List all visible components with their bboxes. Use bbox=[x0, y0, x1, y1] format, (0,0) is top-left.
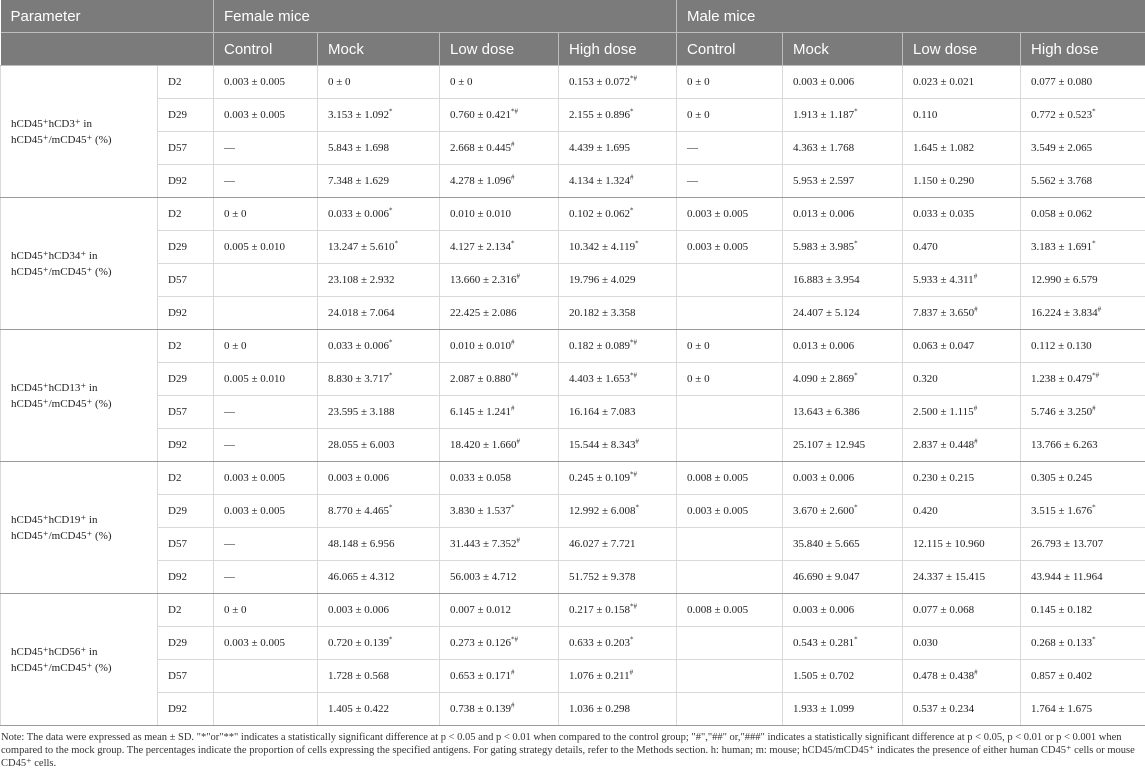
value-cell: 0.003 ± 0.005 bbox=[214, 66, 318, 99]
significance-marker: # bbox=[630, 668, 634, 676]
header-male-mice: Male mice bbox=[677, 0, 1145, 33]
value-cell: 0.077 ± 0.080 bbox=[1021, 66, 1145, 99]
header-male-high-dose: High dose bbox=[1021, 33, 1145, 66]
value-cell: 1.913 ± 1.187* bbox=[783, 99, 903, 132]
value-cell: 46.690 ± 9.047 bbox=[783, 561, 903, 594]
significance-marker: *# bbox=[630, 470, 637, 478]
header-female-mock: Mock bbox=[318, 33, 440, 66]
significance-marker: * bbox=[1092, 635, 1096, 643]
significance-marker: # bbox=[511, 140, 515, 148]
value-cell: 0.760 ± 0.421*# bbox=[440, 99, 559, 132]
day-cell: D29 bbox=[158, 363, 214, 396]
significance-marker: *# bbox=[511, 635, 518, 643]
value-cell: 10.342 ± 4.119* bbox=[559, 231, 677, 264]
significance-marker: # bbox=[1092, 404, 1096, 412]
value-cell: 0.772 ± 0.523* bbox=[1021, 99, 1145, 132]
value-cell bbox=[677, 561, 783, 594]
value-cell: 4.363 ± 1.768 bbox=[783, 132, 903, 165]
day-cell: D29 bbox=[158, 99, 214, 132]
significance-marker: * bbox=[389, 371, 393, 379]
day-cell: D57 bbox=[158, 264, 214, 297]
value-cell: 0.013 ± 0.006 bbox=[783, 330, 903, 363]
value-cell: 5.843 ± 1.698 bbox=[318, 132, 440, 165]
value-cell: 0.478 ± 0.438# bbox=[903, 660, 1021, 693]
value-cell: 20.182 ± 3.358 bbox=[559, 297, 677, 330]
value-cell: 0.537 ± 0.234 bbox=[903, 693, 1021, 726]
significance-marker: * bbox=[1092, 239, 1096, 247]
value-cell: 0.010 ± 0.010 bbox=[440, 198, 559, 231]
day-cell: D92 bbox=[158, 693, 214, 726]
table-row bbox=[1, 660, 1145, 693]
value-cell: 0.003 ± 0.006 bbox=[783, 66, 903, 99]
value-cell: 23.595 ± 3.188 bbox=[318, 396, 440, 429]
significance-marker: * bbox=[1092, 107, 1096, 115]
day-cell: D57 bbox=[158, 528, 214, 561]
value-cell: 0.720 ± 0.139* bbox=[318, 627, 440, 660]
value-cell: 24.337 ± 15.415 bbox=[903, 561, 1021, 594]
day-cell: D57 bbox=[158, 396, 214, 429]
value-cell: 28.055 ± 6.003 bbox=[318, 429, 440, 462]
value-cell: 0.738 ± 0.139# bbox=[440, 693, 559, 726]
value-cell: 0.003 ± 0.006 bbox=[318, 594, 440, 627]
value-cell: 0.023 ± 0.021 bbox=[903, 66, 1021, 99]
value-cell: 0.005 ± 0.010 bbox=[214, 363, 318, 396]
value-cell: 16.224 ± 3.834# bbox=[1021, 297, 1145, 330]
value-cell: 0.030 bbox=[903, 627, 1021, 660]
table-row bbox=[1, 693, 1145, 726]
day-cell: D29 bbox=[158, 495, 214, 528]
day-cell: D57 bbox=[158, 660, 214, 693]
significance-marker: *# bbox=[630, 338, 637, 346]
value-cell bbox=[677, 693, 783, 726]
value-cell: 0 ± 0 bbox=[677, 99, 783, 132]
value-cell: 0.653 ± 0.171# bbox=[440, 660, 559, 693]
value-cell: 0.008 ± 0.005 bbox=[677, 594, 783, 627]
value-cell: 51.752 ± 9.378 bbox=[559, 561, 677, 594]
value-cell: 0 ± 0 bbox=[440, 66, 559, 99]
value-cell: 0.003 ± 0.006 bbox=[783, 462, 903, 495]
table-row bbox=[1, 198, 1145, 231]
value-cell: 0.145 ± 0.182 bbox=[1021, 594, 1145, 627]
table-row bbox=[1, 561, 1145, 594]
value-cell: 0.063 ± 0.047 bbox=[903, 330, 1021, 363]
day-cell: D29 bbox=[158, 627, 214, 660]
significance-marker: # bbox=[511, 338, 515, 346]
value-cell bbox=[214, 264, 318, 297]
value-cell bbox=[214, 693, 318, 726]
table-row bbox=[1, 528, 1145, 561]
value-cell: 8.830 ± 3.717* bbox=[318, 363, 440, 396]
significance-marker: # bbox=[511, 404, 515, 412]
value-cell: 0.112 ± 0.130 bbox=[1021, 330, 1145, 363]
significance-marker: # bbox=[511, 701, 515, 709]
value-cell: 0 ± 0 bbox=[677, 330, 783, 363]
value-cell: — bbox=[677, 132, 783, 165]
value-cell: 0.320 bbox=[903, 363, 1021, 396]
value-cell bbox=[677, 429, 783, 462]
value-cell: 3.670 ± 2.600* bbox=[783, 495, 903, 528]
significance-marker: # bbox=[974, 437, 978, 445]
value-cell: 0.010 ± 0.010# bbox=[440, 330, 559, 363]
table-header bbox=[1, 0, 1145, 66]
day-cell: D29 bbox=[158, 231, 214, 264]
value-cell: 0 ± 0 bbox=[677, 363, 783, 396]
value-cell bbox=[677, 396, 783, 429]
parameter-label: hCD45⁺hCD13⁺ in hCD45⁺/mCD45⁺ (%) bbox=[1, 330, 158, 462]
table-row bbox=[1, 66, 1145, 99]
table-row bbox=[1, 429, 1145, 462]
value-cell: 3.515 ± 1.676* bbox=[1021, 495, 1145, 528]
value-cell: 15.544 ± 8.343# bbox=[559, 429, 677, 462]
significance-marker: * bbox=[854, 107, 858, 115]
header-blank bbox=[1, 33, 214, 66]
value-cell: 5.953 ± 2.597 bbox=[783, 165, 903, 198]
significance-marker: * bbox=[854, 371, 858, 379]
value-cell: 0.470 bbox=[903, 231, 1021, 264]
significance-marker: * bbox=[389, 503, 393, 511]
significance-marker: # bbox=[630, 173, 634, 181]
value-cell: 0.005 ± 0.010 bbox=[214, 231, 318, 264]
value-cell: 3.830 ± 1.537* bbox=[440, 495, 559, 528]
value-cell: 35.840 ± 5.665 bbox=[783, 528, 903, 561]
value-cell: 0 ± 0 bbox=[214, 330, 318, 363]
value-cell: 0.003 ± 0.006 bbox=[318, 462, 440, 495]
value-cell: 0.033 ± 0.058 bbox=[440, 462, 559, 495]
value-cell: 0.182 ± 0.089*# bbox=[559, 330, 677, 363]
day-cell: D92 bbox=[158, 429, 214, 462]
value-cell: 5.746 ± 3.250# bbox=[1021, 396, 1145, 429]
value-cell: 13.247 ± 5.610* bbox=[318, 231, 440, 264]
value-cell: 2.500 ± 1.115# bbox=[903, 396, 1021, 429]
value-cell: 0.007 ± 0.012 bbox=[440, 594, 559, 627]
table-row bbox=[1, 462, 1145, 495]
header-female-high-dose: High dose bbox=[559, 33, 677, 66]
value-cell: 0.273 ± 0.126*# bbox=[440, 627, 559, 660]
value-cell: 5.562 ± 3.768 bbox=[1021, 165, 1145, 198]
table-row bbox=[1, 330, 1145, 363]
significance-marker: * bbox=[389, 338, 393, 346]
value-cell: 0.058 ± 0.062 bbox=[1021, 198, 1145, 231]
value-cell: 0.230 ± 0.215 bbox=[903, 462, 1021, 495]
value-cell: 1.728 ± 0.568 bbox=[318, 660, 440, 693]
value-cell: 2.837 ± 0.448# bbox=[903, 429, 1021, 462]
header-female-low-dose: Low dose bbox=[440, 33, 559, 66]
value-cell: — bbox=[214, 396, 318, 429]
value-cell: — bbox=[214, 528, 318, 561]
value-cell: 6.145 ± 1.241# bbox=[440, 396, 559, 429]
value-cell: 48.148 ± 6.956 bbox=[318, 528, 440, 561]
value-cell: 0.033 ± 0.006* bbox=[318, 330, 440, 363]
value-cell: 46.027 ± 7.721 bbox=[559, 528, 677, 561]
value-cell: 1.505 ± 0.702 bbox=[783, 660, 903, 693]
day-cell: D2 bbox=[158, 594, 214, 627]
parameter-label: hCD45⁺hCD34⁺ in hCD45⁺/mCD45⁺ (%) bbox=[1, 198, 158, 330]
significance-marker: *# bbox=[1092, 371, 1099, 379]
significance-marker: # bbox=[974, 668, 978, 676]
value-cell: 1.036 ± 0.298 bbox=[559, 693, 677, 726]
significance-marker: # bbox=[974, 305, 978, 313]
value-cell bbox=[677, 264, 783, 297]
significance-marker: # bbox=[974, 272, 978, 280]
value-cell: 13.643 ± 6.386 bbox=[783, 396, 903, 429]
significance-marker: * bbox=[1092, 503, 1096, 511]
header-male-mock: Mock bbox=[783, 33, 903, 66]
value-cell: 4.403 ± 1.653*# bbox=[559, 363, 677, 396]
value-cell bbox=[214, 660, 318, 693]
value-cell: 0.268 ± 0.133* bbox=[1021, 627, 1145, 660]
value-cell: 1.150 ± 0.290 bbox=[903, 165, 1021, 198]
value-cell: 2.087 ± 0.880*# bbox=[440, 363, 559, 396]
value-cell: 0.003 ± 0.005 bbox=[677, 198, 783, 231]
value-cell: 0.217 ± 0.158*# bbox=[559, 594, 677, 627]
value-cell: 19.796 ± 4.029 bbox=[559, 264, 677, 297]
day-cell: D57 bbox=[158, 132, 214, 165]
value-cell: 4.090 ± 2.869* bbox=[783, 363, 903, 396]
value-cell: 2.668 ± 0.445# bbox=[440, 132, 559, 165]
value-cell: 0.033 ± 0.035 bbox=[903, 198, 1021, 231]
value-cell: 0.003 ± 0.005 bbox=[677, 231, 783, 264]
value-cell: 46.065 ± 4.312 bbox=[318, 561, 440, 594]
significance-marker: *# bbox=[630, 74, 637, 82]
significance-marker: * bbox=[854, 635, 858, 643]
value-cell: 0.003 ± 0.005 bbox=[214, 99, 318, 132]
significance-marker: * bbox=[395, 239, 399, 247]
value-cell: 12.115 ± 10.960 bbox=[903, 528, 1021, 561]
significance-marker: * bbox=[389, 635, 393, 643]
value-cell: 0.003 ± 0.005 bbox=[214, 627, 318, 660]
significance-marker: * bbox=[635, 239, 639, 247]
value-cell: 0.153 ± 0.072*# bbox=[559, 66, 677, 99]
significance-marker: * bbox=[854, 239, 858, 247]
significance-marker: # bbox=[511, 173, 515, 181]
value-cell: 23.108 ± 2.932 bbox=[318, 264, 440, 297]
table-row bbox=[1, 594, 1145, 627]
value-cell: 24.407 ± 5.124 bbox=[783, 297, 903, 330]
value-cell: 1.645 ± 1.082 bbox=[903, 132, 1021, 165]
value-cell: 0.003 ± 0.005 bbox=[214, 495, 318, 528]
value-cell: 0.003 ± 0.006 bbox=[783, 594, 903, 627]
table-row bbox=[1, 396, 1145, 429]
value-cell: 31.443 ± 7.352# bbox=[440, 528, 559, 561]
significance-marker: * bbox=[630, 206, 634, 214]
value-cell: 1.076 ± 0.211# bbox=[559, 660, 677, 693]
table-row bbox=[1, 231, 1145, 264]
significance-marker: # bbox=[1098, 305, 1102, 313]
significance-marker: * bbox=[630, 635, 634, 643]
value-cell: 13.766 ± 6.263 bbox=[1021, 429, 1145, 462]
value-cell: 0 ± 0 bbox=[677, 66, 783, 99]
value-cell: 25.107 ± 12.945 bbox=[783, 429, 903, 462]
value-cell: 0.102 ± 0.062* bbox=[559, 198, 677, 231]
table-note: Note: The data were expressed as mean ± SD. "*"or"**" indicates a statistically significant difference at p < 0.05 and p < 0.01 when compared to the control group; "#","##" or,"###" indicates a statistically significant difference at p < 0.05, p < 0.01 or p < 0.001 when compared to the mock group. The percentages indicate the proportion of cells expressing the specified antigens. For gating strategy details, refer to the Methods section. h: human; m: mouse; hCD45/mCD45⁺ indicates the presence of either human CD45⁺ cells or mouse CD45⁺ cells. bbox=[0, 726, 1143, 770]
value-cell: — bbox=[214, 132, 318, 165]
parameter-label: hCD45⁺hCD3⁺ in hCD45⁺/mCD45⁺ (%) bbox=[1, 66, 158, 198]
significance-marker: * bbox=[389, 206, 393, 214]
value-cell: 1.238 ± 0.479*# bbox=[1021, 363, 1145, 396]
table-row bbox=[1, 297, 1145, 330]
value-cell: — bbox=[677, 165, 783, 198]
value-cell: 0 ± 0 bbox=[214, 198, 318, 231]
day-cell: D2 bbox=[158, 66, 214, 99]
value-cell: — bbox=[214, 561, 318, 594]
value-cell: — bbox=[214, 165, 318, 198]
value-cell: 16.883 ± 3.954 bbox=[783, 264, 903, 297]
parameter-label: hCD45⁺hCD56⁺ in hCD45⁺/mCD45⁺ (%) bbox=[1, 594, 158, 726]
significance-marker: *# bbox=[511, 107, 518, 115]
header-female-control: Control bbox=[214, 33, 318, 66]
value-cell: 0.110 bbox=[903, 99, 1021, 132]
header-parameter: Parameter bbox=[1, 0, 214, 33]
value-cell: 0.033 ± 0.006* bbox=[318, 198, 440, 231]
value-cell: 24.018 ± 7.064 bbox=[318, 297, 440, 330]
value-cell: 4.127 ± 2.134* bbox=[440, 231, 559, 264]
value-cell: 0.633 ± 0.203* bbox=[559, 627, 677, 660]
table-row bbox=[1, 132, 1145, 165]
significance-marker: *# bbox=[630, 371, 637, 379]
day-cell: D2 bbox=[158, 198, 214, 231]
value-cell: 0.305 ± 0.245 bbox=[1021, 462, 1145, 495]
significance-marker: * bbox=[630, 107, 634, 115]
table-row bbox=[1, 363, 1145, 396]
value-cell bbox=[677, 528, 783, 561]
value-cell: 3.183 ± 1.691* bbox=[1021, 231, 1145, 264]
value-cell bbox=[677, 627, 783, 660]
value-cell: 3.549 ± 2.065 bbox=[1021, 132, 1145, 165]
value-cell: 12.992 ± 6.008* bbox=[559, 495, 677, 528]
value-cell: 16.164 ± 7.083 bbox=[559, 396, 677, 429]
value-cell: 12.990 ± 6.579 bbox=[1021, 264, 1145, 297]
value-cell: 22.425 ± 2.086 bbox=[440, 297, 559, 330]
significance-marker: # bbox=[974, 404, 978, 412]
header-female-mice: Female mice bbox=[214, 0, 677, 33]
significance-marker: *# bbox=[630, 602, 637, 610]
day-cell: D2 bbox=[158, 330, 214, 363]
value-cell: 0.420 bbox=[903, 495, 1021, 528]
table-row bbox=[1, 264, 1145, 297]
value-cell: 8.770 ± 4.465* bbox=[318, 495, 440, 528]
table-row bbox=[1, 99, 1145, 132]
value-cell: 0.013 ± 0.006 bbox=[783, 198, 903, 231]
value-cell: 5.983 ± 3.985* bbox=[783, 231, 903, 264]
value-cell bbox=[214, 297, 318, 330]
significance-marker: # bbox=[636, 437, 640, 445]
significance-marker: # bbox=[511, 668, 515, 676]
table-row bbox=[1, 165, 1145, 198]
value-cell: 1.933 ± 1.099 bbox=[783, 693, 903, 726]
significance-marker: * bbox=[389, 107, 393, 115]
value-cell: 0.077 ± 0.068 bbox=[903, 594, 1021, 627]
significance-marker: # bbox=[517, 272, 521, 280]
significance-marker: * bbox=[854, 503, 858, 511]
parameter-label: hCD45⁺hCD19⁺ in hCD45⁺/mCD45⁺ (%) bbox=[1, 462, 158, 594]
significance-marker: *# bbox=[511, 371, 518, 379]
value-cell: 0.003 ± 0.005 bbox=[677, 495, 783, 528]
value-cell: 0.245 ± 0.109*# bbox=[559, 462, 677, 495]
value-cell: 13.660 ± 2.316# bbox=[440, 264, 559, 297]
value-cell bbox=[677, 297, 783, 330]
significance-marker: * bbox=[511, 239, 515, 247]
value-cell: 56.003 ± 4.712 bbox=[440, 561, 559, 594]
value-cell: 43.944 ± 11.964 bbox=[1021, 561, 1145, 594]
significance-marker: # bbox=[517, 536, 521, 544]
value-cell: — bbox=[214, 429, 318, 462]
day-cell: D92 bbox=[158, 297, 214, 330]
value-cell: 18.420 ± 1.660# bbox=[440, 429, 559, 462]
value-cell: 0.857 ± 0.402 bbox=[1021, 660, 1145, 693]
value-cell: 0 ± 0 bbox=[318, 66, 440, 99]
value-cell: 7.837 ± 3.650# bbox=[903, 297, 1021, 330]
significance-marker: # bbox=[517, 437, 521, 445]
day-cell: D92 bbox=[158, 165, 214, 198]
value-cell: 7.348 ± 1.629 bbox=[318, 165, 440, 198]
value-cell: 0.008 ± 0.005 bbox=[677, 462, 783, 495]
day-cell: D2 bbox=[158, 462, 214, 495]
value-cell: 2.155 ± 0.896* bbox=[559, 99, 677, 132]
value-cell: 4.439 ± 1.695 bbox=[559, 132, 677, 165]
value-cell: 4.134 ± 1.324# bbox=[559, 165, 677, 198]
value-cell: 26.793 ± 13.707 bbox=[1021, 528, 1145, 561]
value-cell: 1.764 ± 1.675 bbox=[1021, 693, 1145, 726]
header-male-low-dose: Low dose bbox=[903, 33, 1021, 66]
day-cell: D92 bbox=[158, 561, 214, 594]
value-cell: 0.543 ± 0.281* bbox=[783, 627, 903, 660]
value-cell bbox=[677, 660, 783, 693]
value-cell: 1.405 ± 0.422 bbox=[318, 693, 440, 726]
value-cell: 0 ± 0 bbox=[214, 594, 318, 627]
value-cell: 5.933 ± 4.311# bbox=[903, 264, 1021, 297]
table-row bbox=[1, 627, 1145, 660]
table-row bbox=[1, 495, 1145, 528]
value-cell: 3.153 ± 1.092* bbox=[318, 99, 440, 132]
value-cell: 4.278 ± 1.096# bbox=[440, 165, 559, 198]
significance-marker: * bbox=[511, 503, 515, 511]
header-male-control: Control bbox=[677, 33, 783, 66]
table-body bbox=[1, 66, 1145, 726]
value-cell: 0.003 ± 0.005 bbox=[214, 462, 318, 495]
significance-marker: * bbox=[636, 503, 640, 511]
